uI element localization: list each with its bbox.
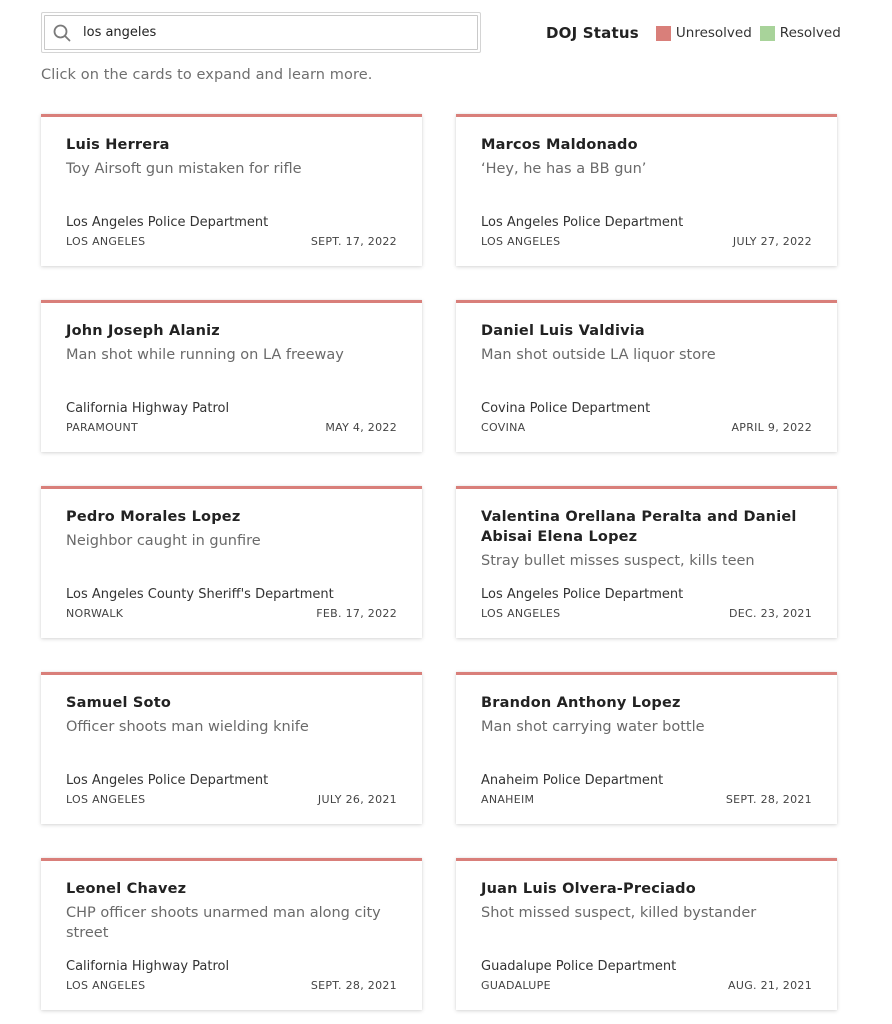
card-date: AUG. 21, 2021 xyxy=(728,979,812,992)
card-date: FEB. 17, 2022 xyxy=(316,607,397,620)
instructions-text: Click on the cards to expand and learn more. xyxy=(41,67,373,83)
card-name: Samuel Soto xyxy=(66,695,172,711)
card-city: COVINA xyxy=(481,421,526,434)
card-agency: California Highway Patrol xyxy=(66,959,230,974)
card-description: Toy Airsoft gun mistaken for rifle xyxy=(66,161,302,177)
card-description: CHP officer shoots unarmed man along city street xyxy=(66,905,381,941)
unresolved-swatch xyxy=(656,26,671,41)
card-city: LOS ANGELES xyxy=(66,235,146,248)
card-description: ‘Hey, he has a BB gun’ xyxy=(481,161,647,177)
card-date: JULY 26, 2021 xyxy=(317,793,397,806)
search-field-frame xyxy=(44,15,478,50)
card-name: Valentina Orellana Peralta and Daniel Abisai Elena Lopez xyxy=(481,509,797,545)
card-city: GUADALUPE xyxy=(481,979,551,992)
incident-card[interactable] xyxy=(456,672,837,824)
incident-card[interactable] xyxy=(41,858,422,1010)
search-icon xyxy=(53,24,71,42)
incident-card[interactable] xyxy=(456,858,837,1010)
card-date: APRIL 9, 2022 xyxy=(731,421,812,434)
incident-card[interactable] xyxy=(41,300,422,452)
card-agency: Anaheim Police Department xyxy=(481,773,664,788)
card-agency: Guadalupe Police Department xyxy=(481,959,677,974)
card-date: JULY 27, 2022 xyxy=(732,235,812,248)
legend-label-unresolved: Unresolved xyxy=(675,25,752,41)
card-agency: Los Angeles County Sheriff's Department xyxy=(66,587,334,602)
card-city: NORWALK xyxy=(66,607,124,620)
card-city: PARAMOUNT xyxy=(66,421,139,434)
card-city: LOS ANGELES xyxy=(66,979,146,992)
card-description: Man shot carrying water bottle xyxy=(481,719,705,735)
search-box xyxy=(41,12,481,53)
card-name: Brandon Anthony Lopez xyxy=(481,695,681,711)
card-date: DEC. 23, 2021 xyxy=(729,607,812,620)
card-description: Neighbor caught in gunfire xyxy=(66,533,261,549)
card-name: Luis Herrera xyxy=(66,137,170,153)
card-agency: Los Angeles Police Department xyxy=(66,215,269,230)
card-agency: California Highway Patrol xyxy=(66,401,230,416)
doj-status-legend xyxy=(546,22,849,44)
resolved-swatch xyxy=(760,26,775,41)
card-description: Stray bullet misses suspect, kills teen xyxy=(481,553,755,569)
incident-card[interactable] xyxy=(456,300,837,452)
card-description: Officer shoots man wielding knife xyxy=(66,719,309,735)
card-agency: Los Angeles Police Department xyxy=(66,773,269,788)
incident-card[interactable] xyxy=(41,486,422,638)
card-name: Juan Luis Olvera-Preciado xyxy=(481,881,696,897)
incident-card[interactable] xyxy=(456,114,837,266)
card-date: MAY 4, 2022 xyxy=(325,421,397,434)
card-city: LOS ANGELES xyxy=(481,235,561,248)
legend-label-resolved: Resolved xyxy=(779,25,841,41)
card-city: ANAHEIM xyxy=(481,793,535,806)
card-description: Shot missed suspect, killed bystander xyxy=(481,905,757,921)
card-agency: Los Angeles Police Department xyxy=(481,587,684,602)
card-date: SEPT. 28, 2021 xyxy=(310,979,397,992)
search-input[interactable] xyxy=(83,16,473,49)
card-name: Leonel Chavez xyxy=(66,881,187,897)
card-agency: Covina Police Department xyxy=(481,401,651,416)
card-date: SEPT. 17, 2022 xyxy=(310,235,397,248)
card-description: Man shot outside LA liquor store xyxy=(481,347,716,363)
card-name: John Joseph Alaniz xyxy=(66,323,220,339)
card-agency: Los Angeles Police Department xyxy=(481,215,684,230)
card-city: LOS ANGELES xyxy=(481,607,561,620)
card-name: Marcos Maldonado xyxy=(481,137,638,153)
card-description: Man shot while running on LA freeway xyxy=(66,347,344,363)
incident-card[interactable] xyxy=(41,114,422,266)
card-name: Daniel Luis Valdivia xyxy=(481,323,645,339)
incident-card[interactable] xyxy=(41,672,422,824)
legend-title: DOJ Status xyxy=(546,24,639,42)
card-date: SEPT. 28, 2021 xyxy=(725,793,812,806)
card-name: Pedro Morales Lopez xyxy=(66,509,241,525)
incident-card[interactable] xyxy=(456,486,837,638)
card-city: LOS ANGELES xyxy=(66,793,146,806)
